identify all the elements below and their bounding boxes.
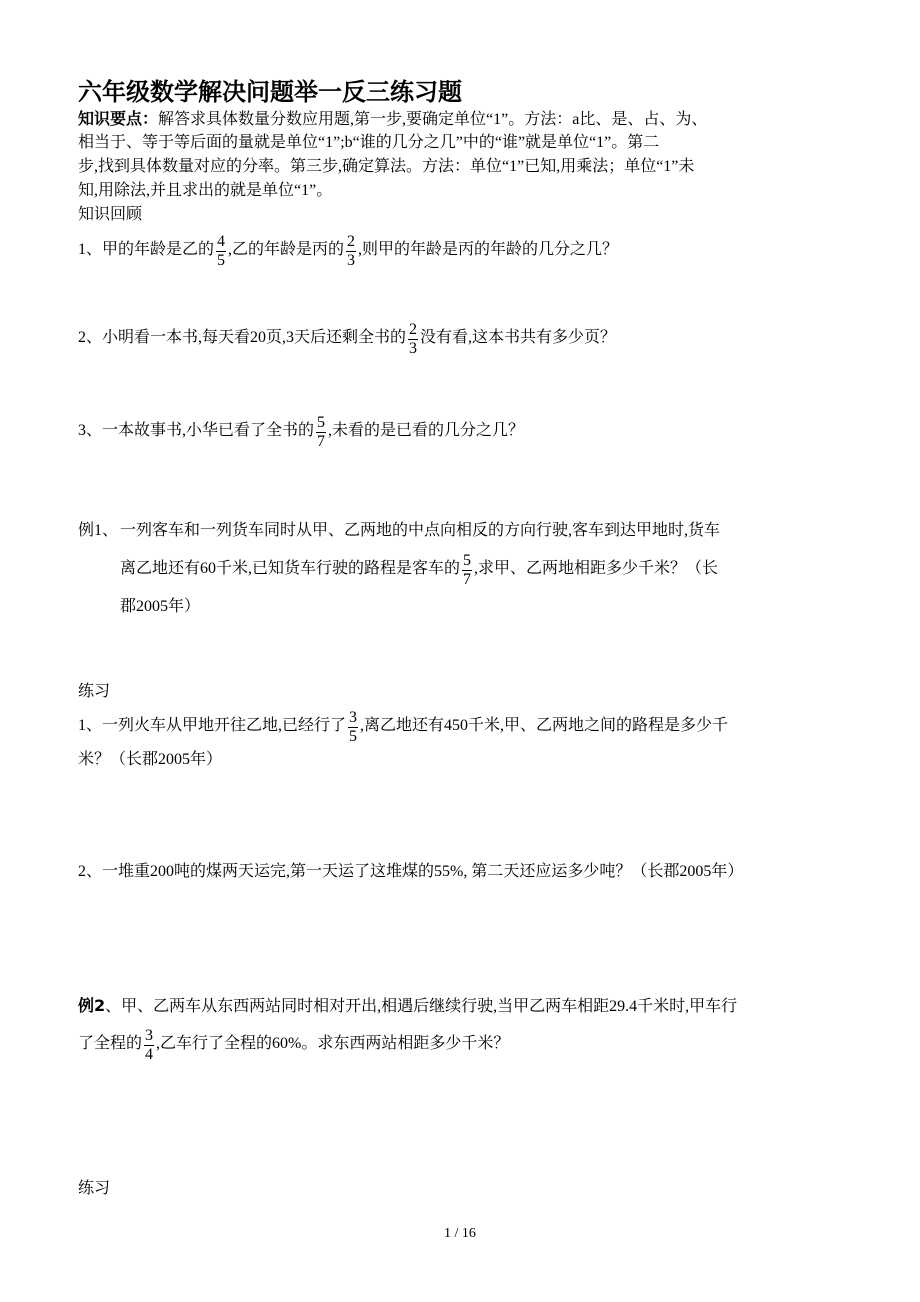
- numerator: 2: [347, 232, 356, 250]
- numerator: 5: [317, 413, 326, 431]
- numerator: 3: [349, 708, 358, 726]
- denominator: 7: [317, 432, 326, 450]
- question-text: ,未看的是已看的几分之几？: [328, 422, 525, 439]
- example-text: ,求甲、乙两地相距多少千米？（长: [474, 560, 719, 577]
- fraction: [144, 1027, 154, 1064]
- question-text: ,则甲的年龄是丙的年龄的几分之几？: [358, 241, 619, 258]
- review-question-3: [78, 411, 838, 451]
- denominator: 5: [217, 251, 226, 269]
- question-text: 1、甲的年龄是乙的: [78, 241, 215, 258]
- example-label: 例1、: [78, 522, 119, 539]
- example-text: 郡2005年）: [120, 598, 201, 615]
- fraction: [408, 321, 418, 358]
- numerator: 2: [409, 320, 418, 338]
- fraction: [348, 709, 358, 746]
- question-text: 3、一本故事书,小华已看了全书的: [78, 422, 315, 439]
- question-text: 没有看,这本书共有多少页？: [420, 329, 617, 346]
- key-points-colon: ：: [142, 109, 159, 128]
- question-text: 1、一列火车从甲地开往乙地,已经行了: [78, 717, 347, 734]
- fraction: [216, 233, 226, 270]
- practice-heading: 练习: [78, 1180, 111, 1197]
- denominator: 4: [145, 1045, 154, 1063]
- key-points-line-4: 知,用除法,并且求出的就是单位“1”。: [78, 182, 333, 199]
- page-number: 1 / 16: [444, 1226, 476, 1241]
- document-title: 六年级数学解决问题举一反三练习题: [78, 78, 462, 106]
- key-points-line-2: 相当于、等于等后面的量就是单位“1”;b“谁的几分之几”中的“谁”就是单位“1”。第二: [78, 134, 660, 151]
- fraction: [462, 552, 472, 589]
- example-text: 离乙地还有60千米,已知货车行驶的路程是客车的: [120, 560, 461, 577]
- practice-1-question-2: [78, 860, 838, 884]
- review-heading: 知识回顾: [78, 206, 143, 223]
- practice-1: [78, 680, 838, 772]
- denominator: 7: [463, 570, 472, 588]
- practice-2: [78, 1177, 838, 1201]
- question-text: 米？（长郡2005年）: [78, 751, 223, 768]
- denominator: 5: [349, 727, 358, 745]
- question-text: 2、小明看一本书,每天看20页,3天后还剩全书的: [78, 329, 407, 346]
- key-points-line-1: [78, 107, 838, 131]
- example-label: 例2: [78, 996, 106, 1015]
- example-1: [78, 519, 838, 619]
- numerator: 4: [217, 232, 226, 250]
- question-text: 2、一堆重200吨的煤两天运完,第一天运了这堆煤的55%, 第二天还应运多少吨？（长郡2005年）: [78, 863, 744, 880]
- practice-heading: 练习: [78, 683, 111, 700]
- fraction: [346, 233, 356, 270]
- denominator: 3: [409, 339, 418, 357]
- example-text: 、甲、乙两车从东西两站同时相对开出,相遇后继续行驶,当甲乙两车相距29.4千米时,甲车行: [105, 998, 738, 1015]
- example-2: [78, 994, 838, 1066]
- key-points-text: 解答求具体数量分数应用题,第一步,要确定单位“1”。方法：a比、是、占、为、: [158, 111, 708, 128]
- key-points-line-3: 步,找到具体数量对应的分率。第三步,确定算法。方法：单位“1”已知,用乘法；单位“1”未: [78, 158, 695, 175]
- example-text: ,乙车行了全程的60%。求东西两站相距多少千米？: [156, 1035, 510, 1052]
- question-text: ,离乙地还有450千米,甲、乙两地之间的路程是多少千: [360, 717, 729, 734]
- numerator: 5: [463, 551, 472, 569]
- fraction: [316, 414, 326, 451]
- example-text: 一列客车和一列货车同时从甲、乙两地的中点向相反的方向行驶,客车到达甲地时,货车: [120, 522, 721, 539]
- key-points-label: 知识要点: [78, 109, 143, 128]
- review-question-2: [78, 318, 838, 358]
- review-question-1: [78, 230, 838, 270]
- numerator: 3: [145, 1026, 154, 1044]
- question-text: ,乙的年龄是丙的: [228, 241, 345, 258]
- example-text: 了全程的: [78, 1035, 143, 1052]
- key-points: [78, 107, 838, 227]
- denominator: 3: [347, 251, 356, 269]
